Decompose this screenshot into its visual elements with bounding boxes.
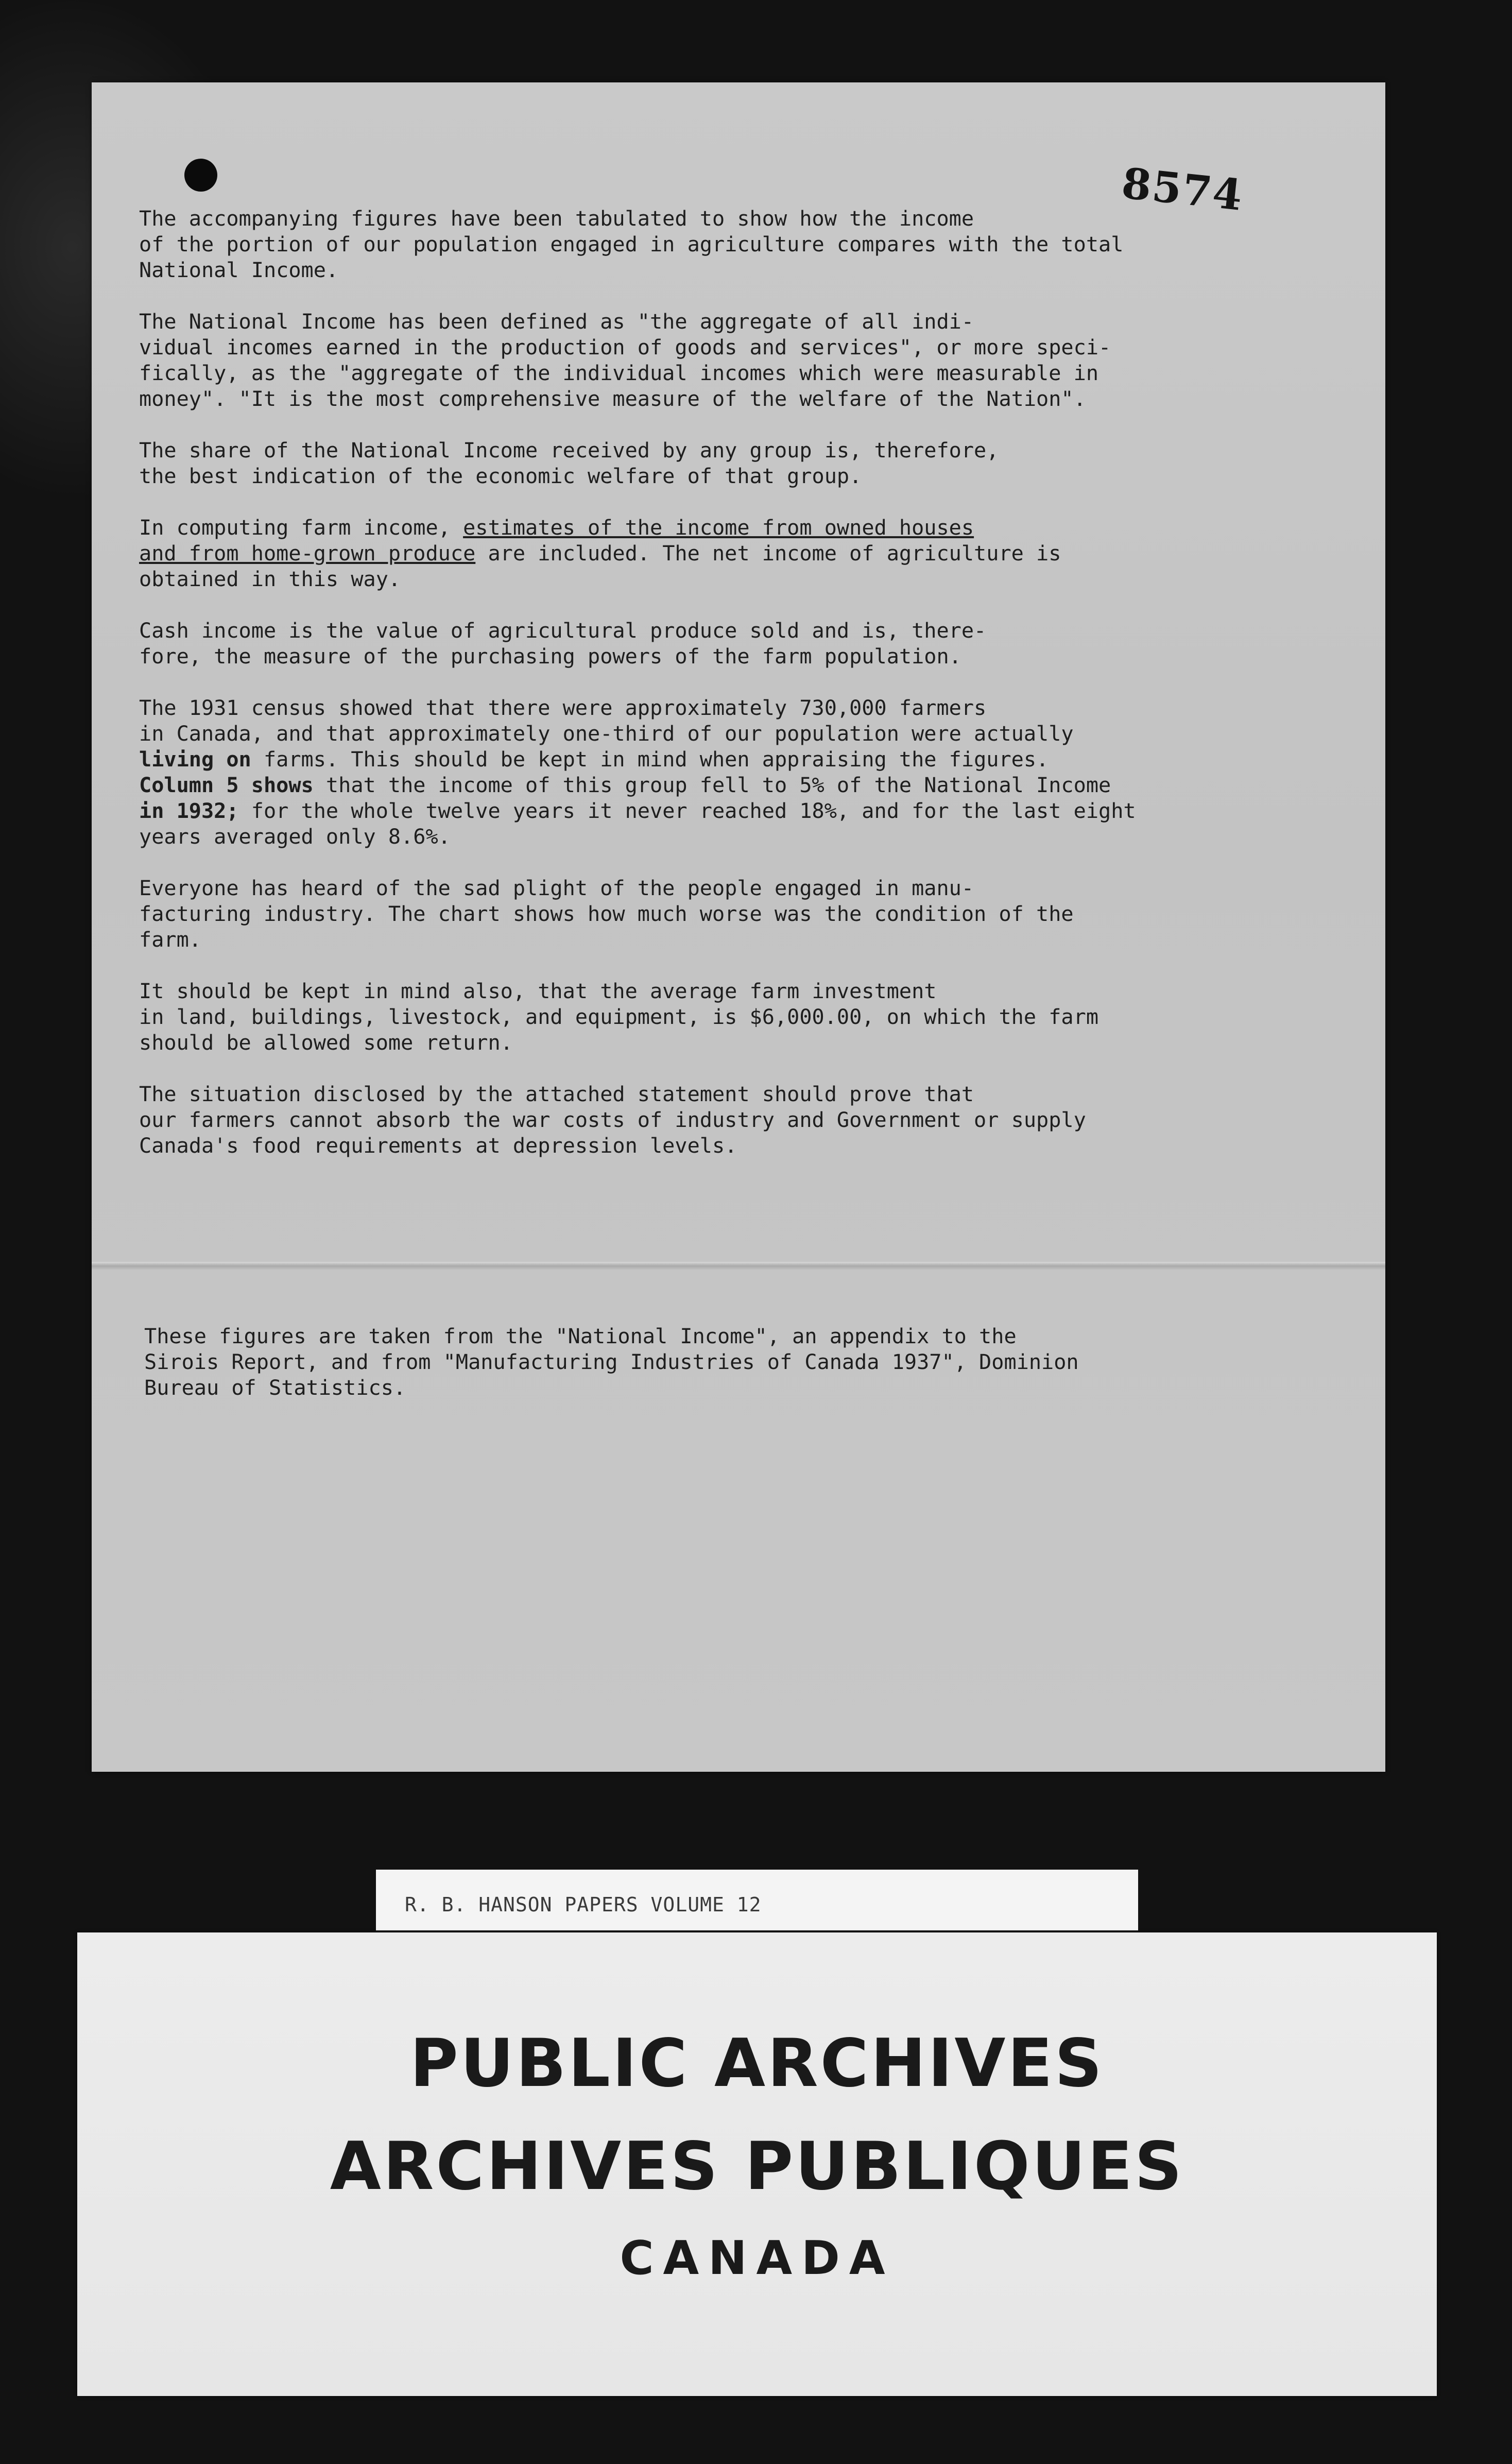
paragraph-4-underlined-1: estimates of the income from owned houses bbox=[463, 516, 974, 540]
archive-card bbox=[77, 1932, 1437, 2396]
paragraph-5: Cash income is the value of agricultural produce sold and is, there- fore, the measure of the purchasing powers of the farm population. bbox=[139, 619, 987, 669]
collection-label-text: R. B. HANSON PAPERS VOLUME 12 bbox=[405, 1893, 762, 1916]
paragraph-6-line2: farms. This should be kept in mind when appraising the figures. bbox=[263, 748, 1049, 772]
paragraph-3: The share of the National Income received by any group is, therefore, the best indication of the economic welfare of that group. bbox=[139, 439, 999, 488]
paragraph-6-bold-3: in 1932; bbox=[139, 799, 239, 823]
paragraph-4-lead: In computing farm income, bbox=[139, 516, 463, 540]
paragraph-4 bbox=[139, 515, 1184, 592]
paragraph-9: The situation disclosed by the attached statement should prove that our farmers cannot absorb the war costs of industry and Government or supply Canada's food requirements at depression levels. bbox=[139, 1083, 1086, 1158]
punch-hole-icon bbox=[184, 159, 217, 192]
paragraph-6-bold-1: living on bbox=[139, 748, 251, 772]
paragraph-6-line4: for the whole twelve years it never reached 18%, and for the last eight years averaged only 8.6%. bbox=[139, 799, 1136, 849]
archive-country: CANADA bbox=[620, 2231, 895, 2285]
paragraph-4-tail: are included. The net income of agriculture is obtained in this way. bbox=[139, 542, 1061, 591]
source-note: These figures are taken from the "National Income", an appendix to the Sirois Report, and from "Manufacturing Industries of Canada 1937", Dominion Bureau of Statistics. bbox=[144, 1325, 1079, 1400]
paragraph-6 bbox=[139, 695, 1184, 850]
document-body bbox=[139, 206, 1184, 1185]
archive-title-french: ARCHIVES PUBLIQUES bbox=[330, 2128, 1184, 2205]
paragraph-4-underlined-2: and from home-grown produce bbox=[139, 542, 476, 566]
paragraph-2: The National Income has been defined as "the aggregate of all indi- vidual incomes earned in the production of goods and services", or more speci- fically, as the "aggregate of the individual incomes which were measurable in money". "It is the most comprehensive measure of the welfare of the Nation". bbox=[139, 310, 1111, 411]
archive-title-english: PUBLIC ARCHIVES bbox=[410, 2025, 1104, 2102]
paragraph-6-line1: The 1931 census showed that there were approximately 730,000 farmers in Canada, and that approximately one-third of our population were actually bbox=[139, 696, 1074, 746]
paragraph-7: Everyone has heard of the sad plight of the people engaged in manu- facturing industry. The chart shows how much worse was the condition of the farm. bbox=[139, 877, 1074, 952]
collection-label bbox=[376, 1870, 1138, 1930]
page-number-stamp: 8574 bbox=[1119, 158, 1246, 221]
page-fold-line bbox=[92, 1262, 1385, 1270]
paragraph-6-bold-2: Column 5 shows bbox=[139, 774, 314, 797]
paragraph-1: The accompanying figures have been tabulated to show how the income of the portion of our population engaged in agriculture compares with the total National Income. bbox=[139, 207, 1124, 282]
paragraph-8: It should be kept in mind also, that the average farm investment in land, buildings, livestock, and equipment, is $6,000.00, on which the farm should be allowed some return. bbox=[139, 980, 1099, 1055]
paragraph-6-line3: that the income of this group fell to 5% of the National Income bbox=[325, 774, 1111, 797]
